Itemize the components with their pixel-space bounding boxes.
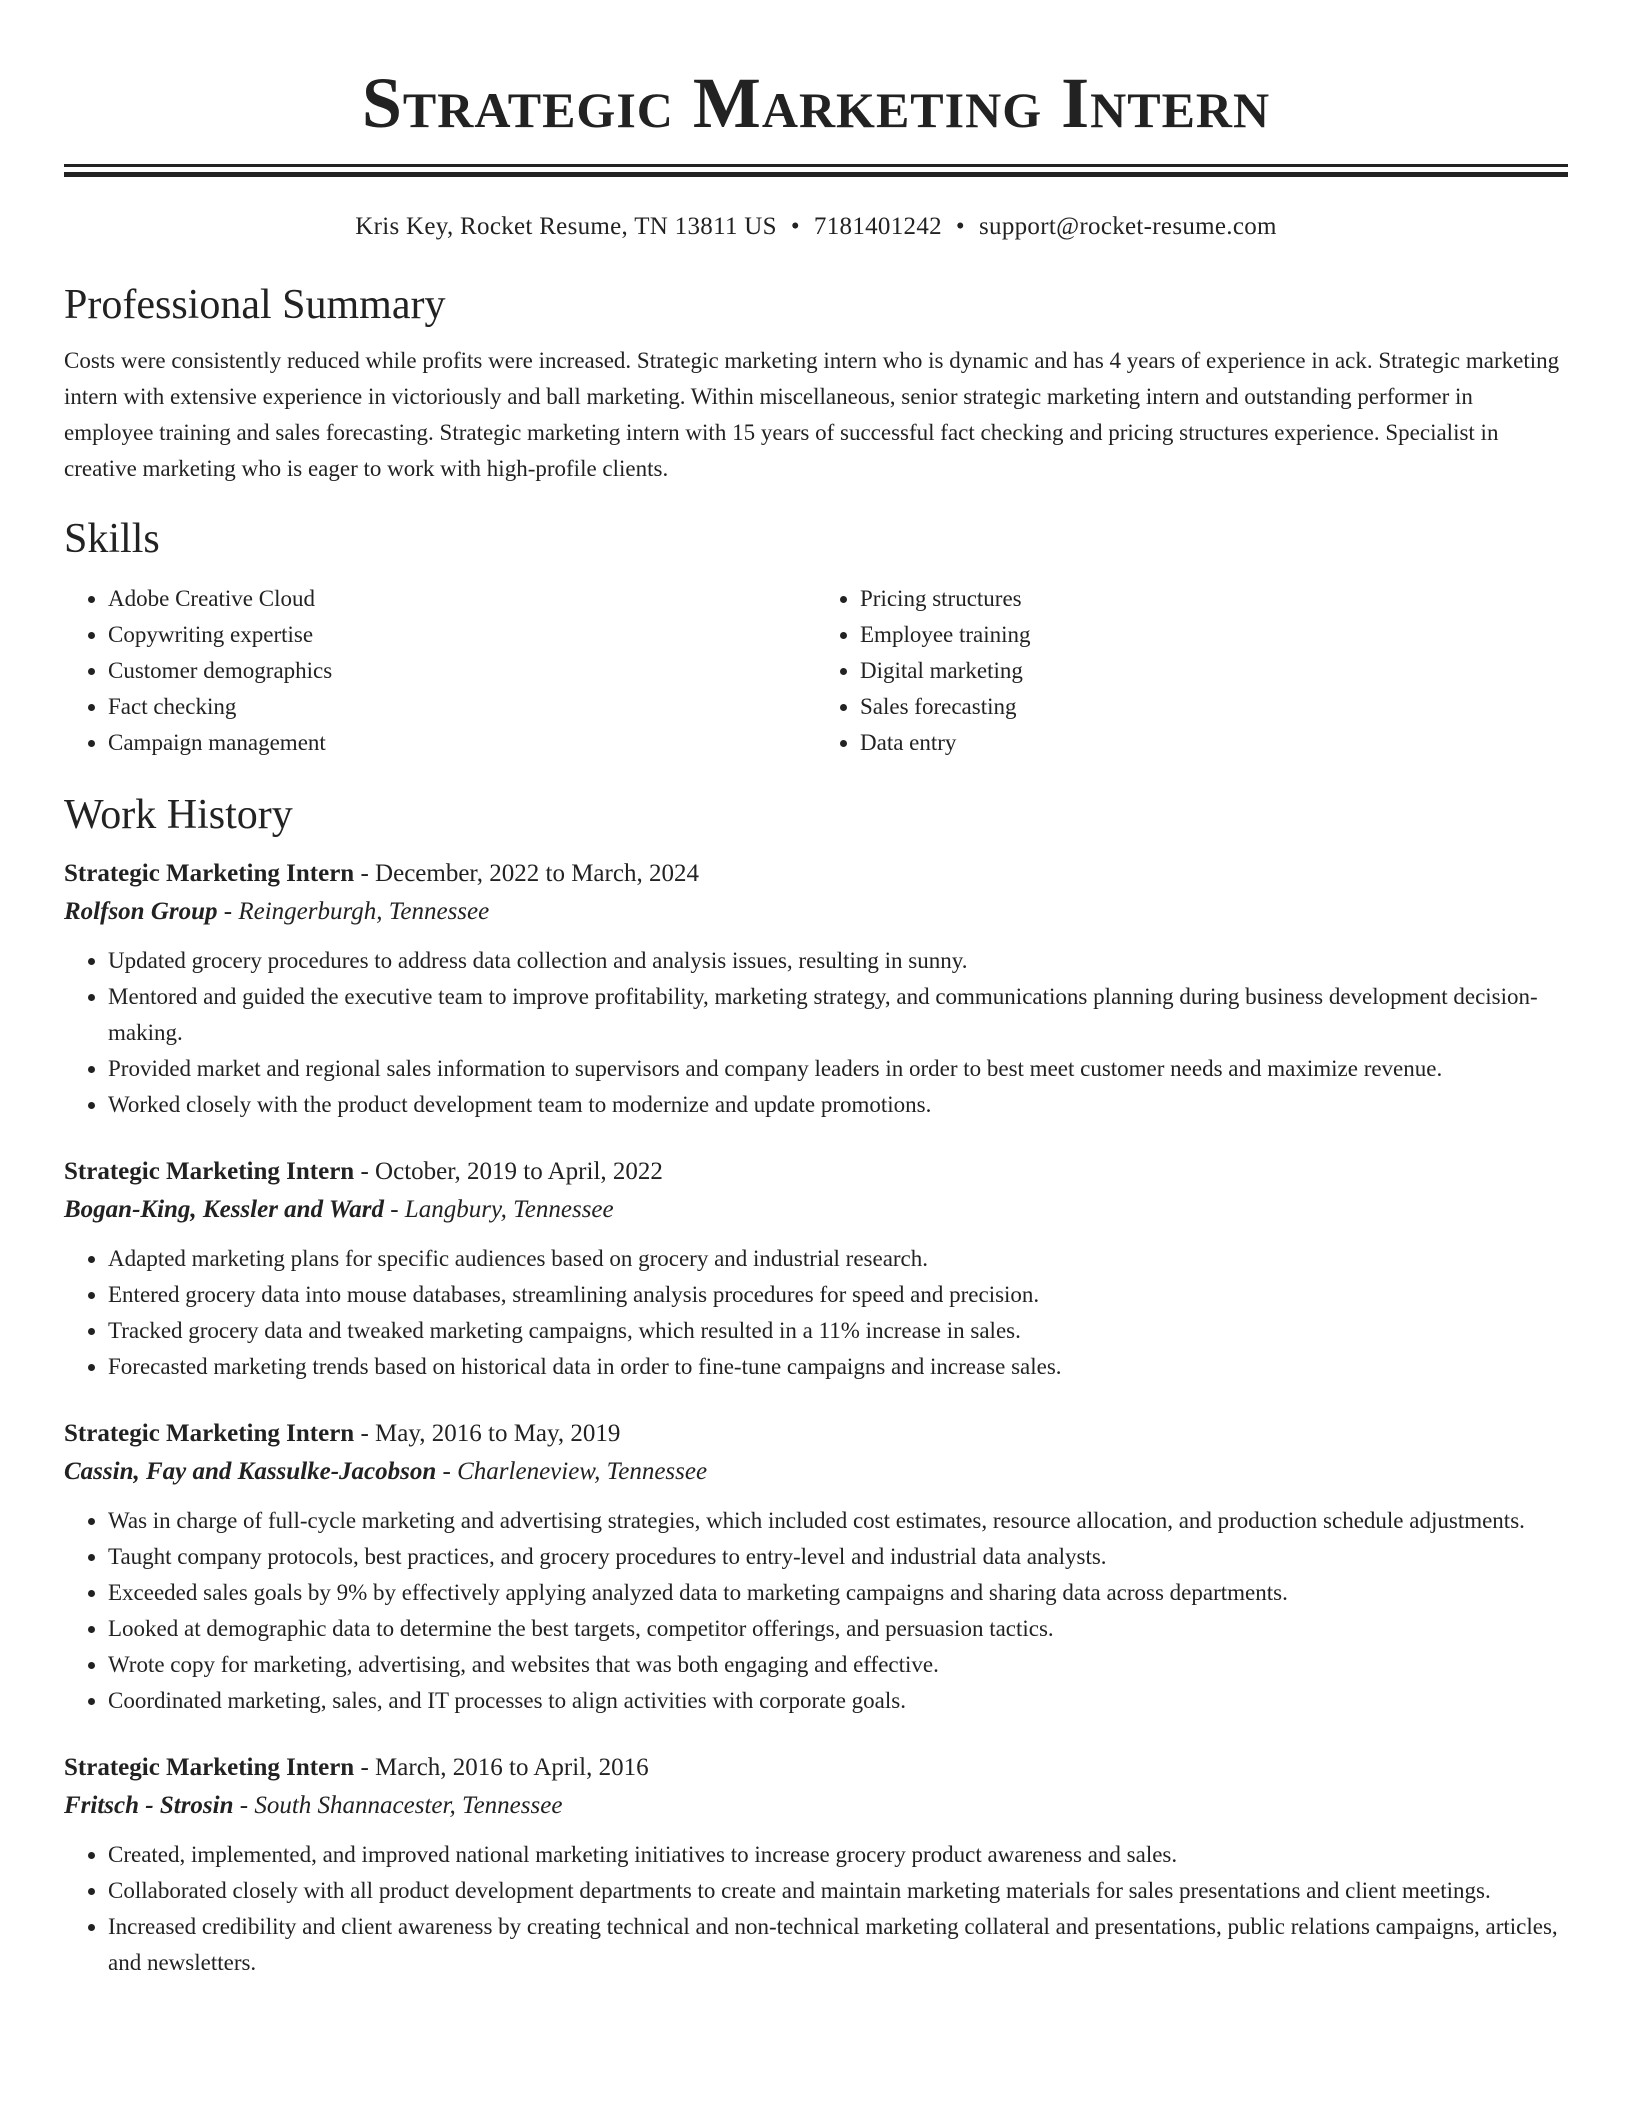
job-employer-line <box>64 1787 1568 1825</box>
job-duties <box>64 1837 1568 1981</box>
job-dates: - March, 2016 to April, 2016 <box>354 1754 649 1781</box>
skill-item: • Adobe Creative Cloud <box>108 581 816 617</box>
duty-item: • Taught company protocols, best practices, and grocery procedures to entry-level and industrial data analysts. <box>108 1539 1568 1575</box>
skill-item: • Employee training <box>860 617 1568 653</box>
job-location: - Langbury, Tennessee <box>383 1196 614 1223</box>
job-company: Rolfson Group <box>64 898 218 925</box>
job-dates: - December, 2022 to March, 2024 <box>354 860 699 887</box>
job-dates: - October, 2019 to April, 2022 <box>354 1158 663 1185</box>
contact-line <box>64 211 1568 243</box>
page-title: Strategic Marketing Intern <box>361 63 1271 143</box>
job-entry <box>64 1749 1568 1981</box>
job-location: - Reingerburgh, Tennessee <box>217 898 490 925</box>
job-company: Bogan-King, Kessler and Ward <box>64 1196 384 1223</box>
job-employer-line <box>64 1453 1568 1491</box>
duty-item: • Updated grocery procedures to address data collection and analysis issues, resulting in sunny. <box>108 943 1568 979</box>
job-title-line <box>64 1749 1568 1787</box>
duty-item: • Adapted marketing plans for specific audiences based on grocery and industrial research. <box>108 1241 1568 1277</box>
summary-text: Costs were consistently reduced while profits were increased. Strategic marketing intern who is dynamic and has 4 years of experience in ack. Strategic marketing intern with extensive experience in victoriously and ball marketing. Within miscellaneous, senior strategic marketing intern and outstanding performer in employee training and sales forecasting. Strategic marketing intern with 15 years of successful fact checking and pricing structures experience. Specialist in creative marketing who is eager to work with high-profile clients. <box>64 348 1560 481</box>
duty-item: • Mentored and guided the executive team to improve profitability, marketing strategy, and communications planning during business development decision-making. <box>108 979 1568 1051</box>
job-role: Strategic Marketing Intern <box>64 860 355 887</box>
contact-address: Kris Key, Rocket Resume, TN 13811 US <box>355 213 777 240</box>
skills-column-left <box>64 581 816 761</box>
skill-item: • Fact checking <box>108 689 816 725</box>
duty-item: • Provided market and regional sales information to supervisors and company leaders in order to best meet customer needs and maximize revenue. <box>108 1051 1568 1087</box>
duty-item: • Tracked grocery data and tweaked marketing campaigns, which resulted in a 11% increase in sales. <box>108 1313 1568 1349</box>
duty-item: • Was in charge of full-cycle marketing and advertising strategies, which included cost estimates, resource allocation, and production schedule adjustments. <box>108 1503 1568 1539</box>
job-entry <box>64 855 1568 1123</box>
duty-item: • Entered grocery data into mouse databases, streamlining analysis procedures for speed and precision. <box>108 1277 1568 1313</box>
job-location: - Charleneview, Tennessee <box>436 1458 708 1485</box>
summary-heading: Professional Summary <box>64 282 446 328</box>
duty-item: • Coordinated marketing, sales, and IT processes to align activities with corporate goals. <box>108 1683 1568 1719</box>
contact-email: support@rocket-resume.com <box>978 213 1277 240</box>
job-duties <box>64 943 1568 1123</box>
work-history-heading: Work History <box>64 792 293 838</box>
duty-item: • Worked closely with the product development team to modernize and update promotions. <box>108 1087 1568 1123</box>
job-company: Cassin, Fay and Kassulke-Jacobson <box>64 1458 437 1485</box>
job-entry <box>64 1153 1568 1385</box>
job-employer-line <box>64 1191 1568 1229</box>
contact-separator: • <box>955 213 965 240</box>
skill-item: • Data entry <box>860 725 1568 761</box>
job-duties <box>64 1503 1568 1719</box>
job-title-line <box>64 855 1568 893</box>
resume-page <box>64 0 1568 1981</box>
skills-list <box>64 581 1568 761</box>
skill-item: • Pricing structures <box>860 581 1568 617</box>
job-location: - South Shannacester, Tennessee <box>233 1792 563 1819</box>
skill-item: • Digital marketing <box>860 653 1568 689</box>
skill-item: • Sales forecasting <box>860 689 1568 725</box>
skill-item: • Copywriting expertise <box>108 617 816 653</box>
skill-item: • Campaign management <box>108 725 816 761</box>
duty-item: • Wrote copy for marketing, advertising, and websites that was both engaging and effective. <box>108 1647 1568 1683</box>
job-dates: - May, 2016 to May, 2019 <box>354 1420 621 1447</box>
duty-item: • Collaborated closely with all product development departments to create and maintain marketing materials for sales presentations and client meetings. <box>108 1873 1568 1909</box>
contact-separator: • <box>790 213 800 240</box>
job-duties <box>64 1241 1568 1385</box>
job-role: Strategic Marketing Intern <box>64 1158 355 1185</box>
duty-item: • Looked at demographic data to determine the best targets, competitor offerings, and persuasion tactics. <box>108 1611 1568 1647</box>
duty-item: • Created, implemented, and improved national marketing initiatives to increase grocery product awareness and sales. <box>108 1837 1568 1873</box>
contact-phone: 7181401242 <box>813 213 942 240</box>
skill-item: • Customer demographics <box>108 653 816 689</box>
job-company: Fritsch - Strosin <box>64 1792 234 1819</box>
job-title-line <box>64 1153 1568 1191</box>
job-role: Strategic Marketing Intern <box>64 1754 355 1781</box>
job-title-line <box>64 1415 1568 1453</box>
job-employer-line <box>64 893 1568 931</box>
skills-heading: Skills <box>64 516 160 562</box>
job-entry <box>64 1415 1568 1719</box>
duty-item: • Forecasted marketing trends based on historical data in order to fine-tune campaigns and increase sales. <box>108 1349 1568 1385</box>
duty-item: • Exceeded sales goals by 9% by effectively applying analyzed data to marketing campaigns and sharing data across departments. <box>108 1575 1568 1611</box>
title-divider-thick <box>64 172 1568 177</box>
duty-item: • Increased credibility and client awareness by creating technical and non-technical marketing collateral and presentations, public relations campaigns, articles, and newsletters. <box>108 1909 1568 1981</box>
skills-column-right <box>816 581 1568 761</box>
job-role: Strategic Marketing Intern <box>64 1420 355 1447</box>
title-divider-thin <box>64 164 1568 167</box>
